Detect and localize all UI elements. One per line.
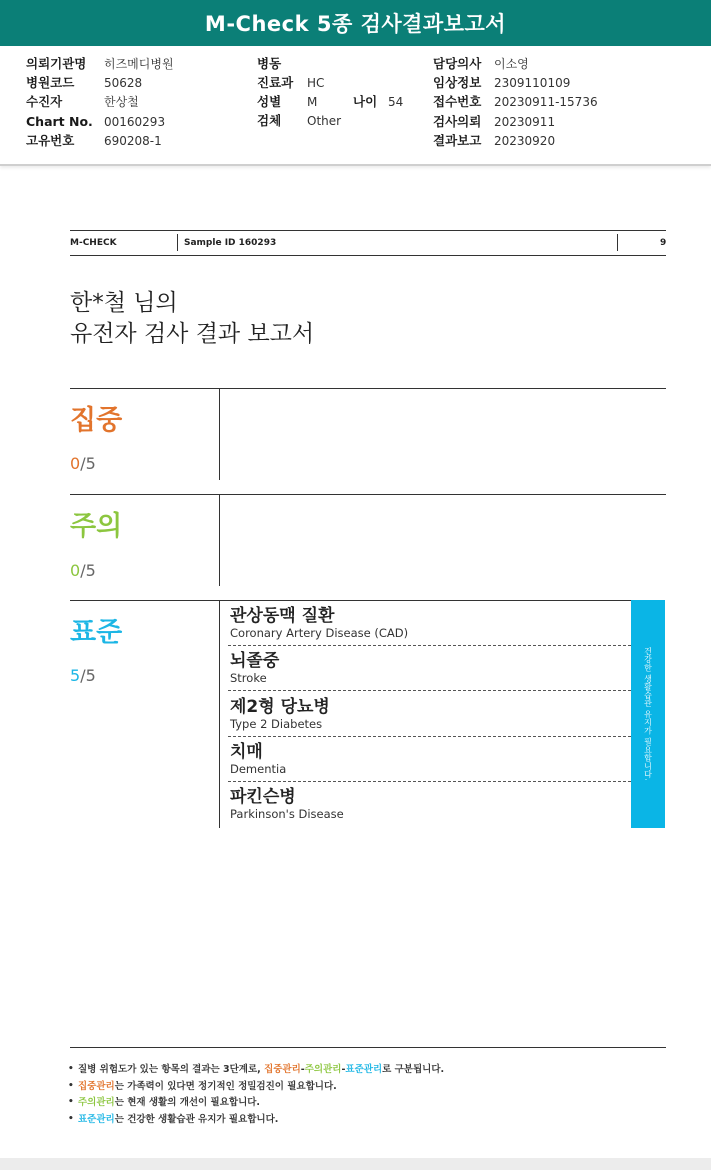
info-label: Chart No.: [26, 114, 93, 129]
section-caution-count: [70, 561, 96, 580]
disease-item: [230, 606, 408, 641]
info-value: M: [307, 95, 318, 109]
report-title: [70, 288, 314, 350]
info-label: 진료과: [257, 75, 294, 90]
section-focus-label: [70, 398, 122, 437]
section-standard-divider: [219, 601, 220, 828]
disease-item: [230, 742, 286, 777]
disease-separator: [228, 690, 631, 691]
disease-item: [230, 697, 330, 732]
disease-separator: [228, 781, 631, 782]
disease-item: [230, 787, 344, 822]
page-header-divider: [617, 234, 618, 251]
disease-name-en: Coronary Artery Disease (CAD): [230, 626, 409, 640]
section-focus-count-total: /5: [80, 454, 96, 473]
info-label: 담당의사: [433, 56, 482, 71]
page-header-sample-id: Sample ID 160293: [184, 238, 277, 248]
info-label: 임상정보: [433, 75, 482, 90]
section-focus-count-num: 0: [70, 454, 81, 473]
info-row-chart-no: [26, 113, 226, 131]
report-title-line2: 유전자 검사 결과 보고서: [70, 321, 315, 347]
info-row-age: [353, 93, 423, 111]
section-focus-title: 집중: [70, 405, 123, 436]
page-header-brand: M-CHECK: [70, 238, 117, 248]
note-term-caution: 주의관리: [78, 1097, 115, 1108]
note-text: 는 현재 생활의 개선이 필요합니다.: [114, 1097, 261, 1108]
page-bottom-strip: [0, 1158, 711, 1170]
note-text: 는 가족력이 있다면 정기적인 정밀검진이 필요합니다.: [114, 1080, 337, 1092]
report-header-title: M-Check 5종 검사결과보고서: [204, 12, 507, 36]
info-label: 병원코드: [26, 75, 75, 90]
info-value: 50628: [104, 76, 143, 90]
info-label: 검사의뢰: [433, 114, 482, 129]
page-number: 9: [660, 238, 667, 248]
report-header-bar: [0, 0, 711, 46]
info-row-unique-no: [26, 132, 226, 150]
section-caution-count-total: /5: [80, 561, 96, 580]
disease-name-ko: 뇌졸중: [230, 651, 280, 671]
report-title-line1: 한*철 님의: [70, 290, 178, 316]
info-row-receipt-no: [433, 93, 693, 111]
info-row-institution: [26, 55, 226, 73]
info-row-ward: [257, 55, 417, 73]
info-row-doctor: [433, 55, 693, 73]
section-caution-divider: [219, 495, 220, 586]
info-row-hospital-code: [26, 74, 226, 92]
note-text: 로 구분됩니다.: [382, 1064, 445, 1075]
notes-rule: [70, 1047, 666, 1048]
info-value: 2309110109: [494, 76, 571, 90]
info-row-result-report: [433, 132, 693, 150]
note-dash: -: [300, 1064, 305, 1075]
info-value: 20230911-15736: [494, 95, 598, 109]
note-term-standard: 표준관리: [345, 1064, 383, 1075]
info-row-specimen: [257, 112, 417, 130]
section-standard-title: 표준: [70, 617, 123, 648]
note-term-caution: 주의관리: [304, 1064, 342, 1075]
info-value: 한상철: [104, 95, 139, 109]
section-caution-count-num: 0: [70, 561, 81, 580]
note-term-focus: 집중관리: [264, 1064, 301, 1075]
info-label: 검체: [257, 113, 282, 128]
page-header-top-rule: [70, 230, 666, 231]
info-value: 00160293: [104, 115, 166, 129]
info-label: 접수번호: [433, 94, 482, 109]
note-text: 질병 위험도가 있는 항목의 결과는 3단계로,: [78, 1064, 265, 1075]
page-header-divider: [177, 234, 178, 251]
note-line: [68, 1079, 444, 1096]
info-value: 히즈메디병원: [104, 57, 174, 71]
disease-name-ko: 파킨슨병: [230, 787, 296, 807]
patient-info-panel: [0, 47, 711, 166]
info-row-test-request: [433, 113, 693, 131]
disease-name-en: Parkinson's Disease: [230, 807, 344, 821]
info-value: HC: [307, 76, 325, 90]
disease-name-ko: 제2형 당뇨병: [230, 697, 330, 717]
section-standard-count: [70, 666, 96, 685]
section-standard-count-total: /5: [80, 666, 96, 685]
standard-advice-sidebar: [631, 600, 665, 828]
standard-advice-text: 건강한 생활습관 유지가 필요합니다.: [643, 647, 653, 781]
page-header-bottom-rule: [70, 255, 666, 256]
info-label: 수진자: [26, 94, 63, 109]
info-label: 의뢰기관명: [26, 56, 87, 71]
section-standard-count-num: 5: [70, 666, 81, 685]
info-label: 성별: [257, 94, 282, 109]
legend-notes: [68, 1062, 444, 1128]
section-standard-label: [70, 610, 122, 649]
info-value: 이소영: [494, 57, 529, 71]
info-row-clinical-info: [433, 74, 693, 92]
disease-name-en: Stroke: [230, 671, 267, 685]
info-value: 54: [388, 95, 404, 109]
info-row-patient: [26, 93, 226, 111]
section-focus-count: [70, 454, 96, 473]
disease-name-en: Dementia: [230, 762, 287, 776]
disease-item: [230, 651, 279, 686]
info-value: 20230911: [494, 115, 556, 129]
disease-name-ko: 관상동맥 질환: [230, 606, 335, 626]
section-caution-rule: [70, 494, 666, 495]
info-label: 병동: [257, 56, 282, 71]
info-value: 20230920: [494, 134, 556, 148]
note-term-standard: 표준관리: [78, 1113, 115, 1125]
section-focus-divider: [219, 389, 220, 480]
note-line: [68, 1112, 444, 1129]
section-standard-rule: [70, 600, 631, 601]
note-term-focus: 집중관리: [78, 1080, 115, 1092]
disease-name-en: Type 2 Diabetes: [230, 717, 323, 731]
disease-separator: [228, 645, 631, 646]
note-line: [68, 1062, 444, 1079]
section-caution-title: 주의: [70, 511, 123, 542]
note-text: 는 건강한 생활습관 유지가 필요합니다.: [114, 1113, 279, 1125]
disease-separator: [228, 736, 631, 737]
section-caution-label: [70, 504, 122, 543]
info-row-department: [257, 74, 417, 92]
note-dash: -: [341, 1064, 346, 1075]
disease-name-ko: 치매: [230, 742, 263, 762]
note-line: [68, 1095, 444, 1112]
info-label: 고유번호: [26, 133, 75, 148]
info-label: 나이: [353, 94, 378, 109]
info-label: 결과보고: [433, 133, 482, 148]
info-value: 690208-1: [104, 134, 162, 148]
section-focus-rule: [70, 388, 666, 389]
info-value: Other: [307, 114, 342, 128]
